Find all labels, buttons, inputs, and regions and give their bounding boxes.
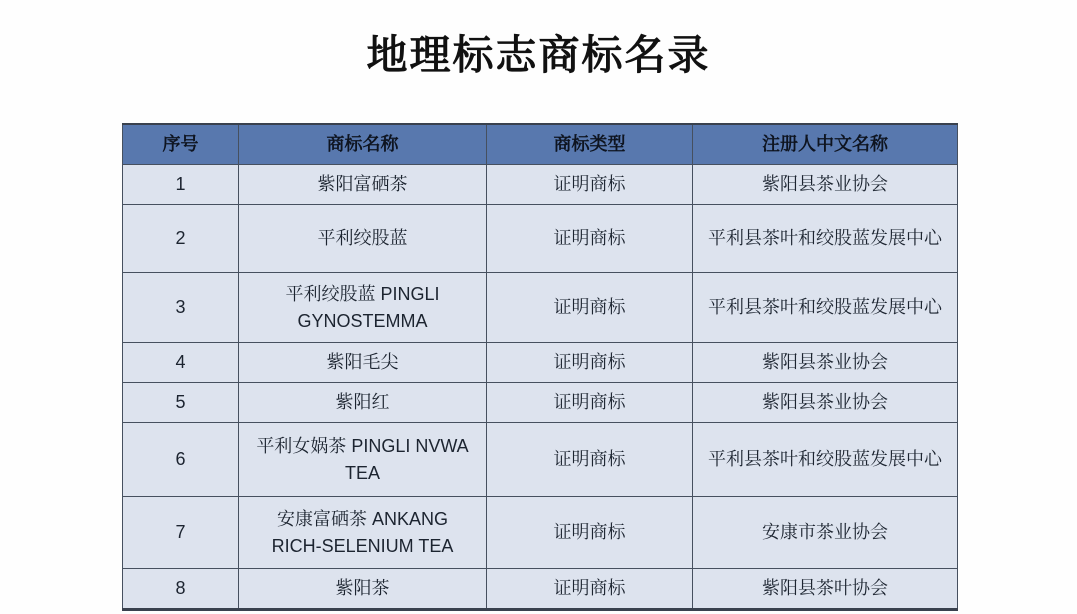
trademark-type-cell: 证明商标 (487, 423, 693, 497)
registrant-name-cell: 紫阳县茶业协会 (693, 383, 958, 423)
trademark-type-cell: 证明商标 (487, 165, 693, 205)
column-header-index: 序号 (123, 124, 239, 165)
trademark-name-cell: 紫阳毛尖 (239, 343, 487, 383)
table-row (123, 165, 958, 205)
trademark-table (122, 123, 958, 611)
trademark-name-cell: 紫阳茶 (239, 569, 487, 610)
table-row (123, 383, 958, 423)
registrant-name-cell: 平利县茶叶和绞股蓝发展中心 (693, 423, 958, 497)
trademark-type-cell: 证明商标 (487, 383, 693, 423)
table-row (123, 497, 958, 569)
trademark-type-cell: 证明商标 (487, 497, 693, 569)
table-header-row (123, 124, 958, 165)
trademark-name-cell: 平利女娲茶 PINGLI NVWA TEA (239, 423, 487, 497)
column-header-trademark-type: 商标类型 (487, 124, 693, 165)
row-index-cell: 3 (123, 273, 239, 343)
trademark-type-cell: 证明商标 (487, 569, 693, 610)
registrant-name-cell: 平利县茶叶和绞股蓝发展中心 (693, 205, 958, 273)
table-body (123, 165, 958, 610)
column-header-trademark-name: 商标名称 (239, 124, 487, 165)
row-index-cell: 6 (123, 423, 239, 497)
page-title: 地理标志商标名录 (366, 32, 711, 78)
trademark-name-cell: 平利绞股蓝 (239, 205, 487, 273)
registrant-name-cell: 紫阳县茶业协会 (693, 165, 958, 205)
trademark-type-cell: 证明商标 (487, 273, 693, 343)
table-row (123, 273, 958, 343)
row-index-cell: 1 (123, 165, 239, 205)
table-row (123, 423, 958, 497)
trademark-name-cell: 紫阳红 (239, 383, 487, 423)
registrant-name-cell: 安康市茶业协会 (693, 497, 958, 569)
column-header-registrant-name: 注册人中文名称 (693, 124, 958, 165)
row-index-cell: 2 (123, 205, 239, 273)
table-row (123, 205, 958, 273)
registrant-name-cell: 紫阳县茶业协会 (693, 343, 958, 383)
table-row (123, 343, 958, 383)
registrant-name-cell: 平利县茶叶和绞股蓝发展中心 (693, 273, 958, 343)
trademark-type-cell: 证明商标 (487, 343, 693, 383)
row-index-cell: 7 (123, 497, 239, 569)
table-row (123, 569, 958, 610)
trademark-name-cell: 紫阳富硒茶 (239, 165, 487, 205)
row-index-cell: 8 (123, 569, 239, 610)
trademark-name-cell: 平利绞股蓝 PINGLI GYNOSTEMMA (239, 273, 487, 343)
registrant-name-cell: 紫阳县茶叶协会 (693, 569, 958, 610)
row-index-cell: 5 (123, 383, 239, 423)
trademark-name-cell: 安康富硒茶 ANKANG RICH-SELENIUM TEA (239, 497, 487, 569)
trademark-type-cell: 证明商标 (487, 205, 693, 273)
row-index-cell: 4 (123, 343, 239, 383)
